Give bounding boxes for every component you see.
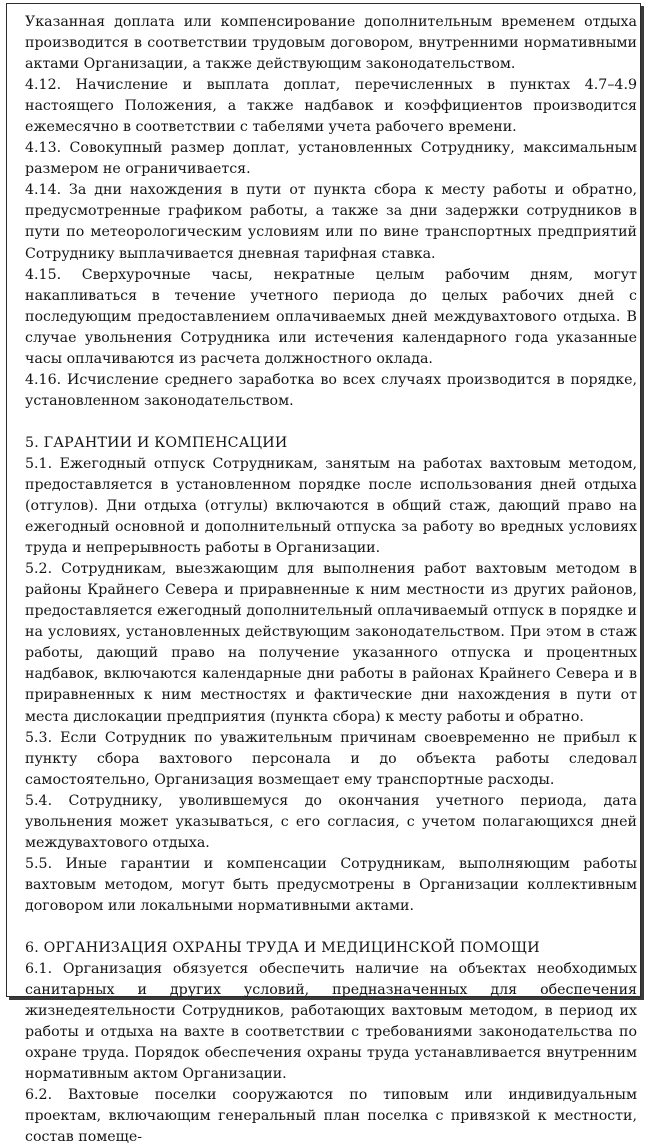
page-frame xyxy=(6,3,641,1146)
document-body xyxy=(25,12,637,1148)
paragraph-5-5: 5.5. Иные гарантии и компенсации Сотрудникам, выполняющим работы вахтовым методом, могут быть предусмотрены в Организации коллективным договором или локальными нормативными актами. xyxy=(25,855,637,914)
paragraph-4-16: 4.16. Исчисление среднего заработка во всех случаях производится в порядке, установленном законодательством. xyxy=(25,371,637,409)
paragraph-5-3: 5.3. Если Сотрудник по уважительным причинам своевременно не прибыл к пункту сбора вахтового персонала и до объекта работы следовал самостоятельно, Организация возмещает ему транспортные расходы. xyxy=(25,729,637,788)
paragraph-4-15: 4.15. Сверхурочные часы, некратные целым рабочим дням, могут накапливаться в течение учетного периода до целых рабочих дней с последующим предоставлением оплачиваемых дней междувахтового отдыха. В случае увольнения Сотрудника или истечения календарного года указанные часы оплачиваются из расчета должностного оклада. xyxy=(25,266,637,367)
paragraph-6-2: 6.2. Вахтовые поселки сооружаются по типовым или индивидуальным проектам, включающим генеральный план поселка с привязкой к местности, состав помеще- xyxy=(25,1087,637,1146)
paragraph-6-1: 6.1. Организация обязуется обеспечить наличие на объектах необходимых санитарных и других условий, предназначенных для обеспечения жизнедеятельности Сотрудников, работающих вахтовым методом, в период их работы и отдыха на вахте в соответствии с требованиями законодательства по охране труда. Порядок обеспечения охраны труда устанавливается внутренним нормативным актом Организации. xyxy=(25,961,637,1083)
section-6-heading: 6. ОРГАНИЗАЦИЯ ОХРАНЫ ТРУДА И МЕДИЦИНСКОЙ ПОМОЩИ xyxy=(25,939,540,956)
paragraph-4-13: 4.13. Совокупный размер доплат, установленных Сотруднику, максимальным размером не ограничивается. xyxy=(25,140,637,178)
paragraph-4-12: 4.12. Начисление и выплата доплат, перечисленных в пунктах 4.7–4.9 настоящего Положения, а также надбавок и коэффициентов производится ежемесячно в соответствии с табелями учета рабочего времени. xyxy=(25,77,637,136)
paragraph-5-2: 5.2. Сотрудникам, выезжающим для выполнения работ вахтовым методом в районы Крайнего Севера и приравненные к ним местности из других районов, предоставляется ежегодный дополнительный оплачиваемый отпуск в порядке и на условиях, установленных действующим законодательством. При этом в стаж работы, дающий право на получение указанного отпуска и процентных надбавок, включаются календарные дни работы в районах Крайнего Севера и в приравненных к ним местностях и фактические дни нахождения в пути от места дислокации предприятия (пункта сбора) к месту работы и обратно. xyxy=(25,561,637,725)
section-5-heading: 5. ГАРАНТИИ И КОМПЕНСАЦИИ xyxy=(25,434,288,451)
paragraph-4-14: 4.14. За дни нахождения в пути от пункта сбора к месту работы и обратно, предусмотренные графиком работы, а также за дни задержки сотрудников в пути по метеорологическим условиям или по вине транспортных предприятий Сотруднику выплачивается дневная тарифная ставка. xyxy=(25,182,637,262)
paragraph-supplement-compensation: Указанная доплата или компенсирование дополнительным временем отдыха производится в соответствии трудовым договором, внутренними нормативными актами Организации, а также действующим законодательством. xyxy=(25,14,637,73)
paragraph-5-4: 5.4. Сотруднику, уволившемуся до окончания учетного периода, дата увольнения может указываться, с его согласия, с учетом полагающихся дней междувахтового отдыха. xyxy=(25,792,637,851)
paragraph-5-1: 5.1. Ежегодный отпуск Сотрудникам, занятым на работах вахтовым методом, предоставляется в установленном порядке после использования дней отдыха (отгулов). Дни отдыха (отгулы) включаются в общий стаж, дающий право на ежегодный основной и дополнительный отпуска за работу во вредных условиях труда и непрерывность работы в Организации. xyxy=(25,455,637,557)
